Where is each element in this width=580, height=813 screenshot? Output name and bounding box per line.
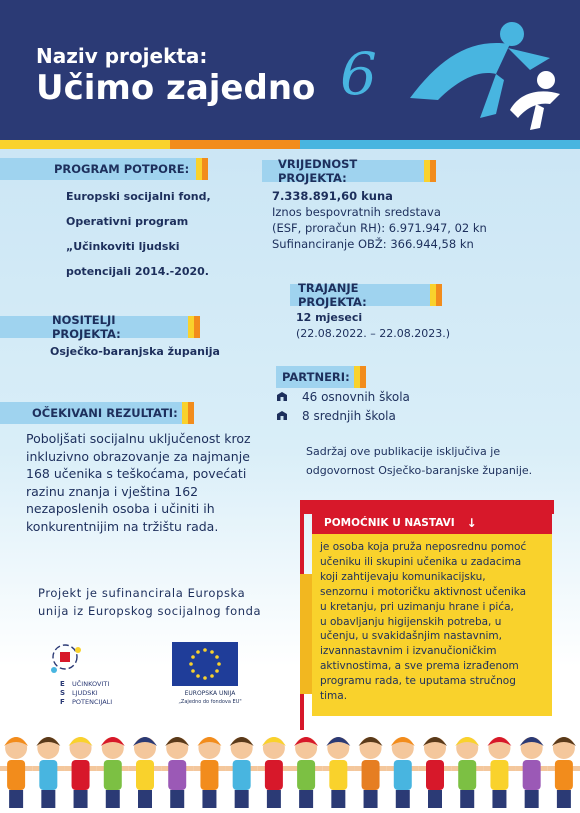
note-line: u kretanju, pri uzimanju hrane i pića, <box>320 600 514 613</box>
rezultati-line: razinu znanja i vještina 162 <box>26 483 199 499</box>
school-icon <box>276 392 288 402</box>
child-figure <box>322 737 354 808</box>
esf-letters <box>60 680 65 707</box>
note-line: izvannastavnim i izvanučioničkim <box>320 645 497 658</box>
vrijednost-line: (ESF, proračun RH): 6.971.947, 02 kn <box>272 221 487 235</box>
header-stripe-orange <box>170 140 300 149</box>
child-figure <box>32 737 64 808</box>
jumping-figures-icon <box>400 18 570 136</box>
eu-motto: „Zajedno do fondova EU" <box>178 699 242 705</box>
vrijednost-label-tag <box>262 157 424 185</box>
esf-line: POTENCIJALI <box>72 698 113 706</box>
partneri-tag-bars <box>354 366 366 388</box>
project-title: Učimo zajedno <box>36 68 316 108</box>
rezultati-label: OČEKIVANI REZULTATI: <box>32 406 178 420</box>
esf-flower-icon <box>48 642 84 678</box>
note-line: u obavljanju higijenskih potreba, u <box>320 615 502 628</box>
program-tag-bars <box>196 158 208 180</box>
rezultati-line: nezaposlenih osoba i učiniti ih <box>26 501 215 516</box>
rezultati-tag-bars <box>182 402 194 424</box>
partner-label: 46 osnovnih škola <box>302 390 410 404</box>
header-banner <box>0 0 580 140</box>
nositelj-text: Osječko-baranjska županija <box>50 345 220 358</box>
child-figure <box>64 737 96 808</box>
rezultati-line: inkluzivno obrazovanje za najmanje <box>26 448 250 464</box>
esf-letter: E <box>60 680 65 688</box>
child-figure <box>516 737 548 808</box>
child-figure <box>354 737 386 808</box>
esf-letter: F <box>60 698 65 706</box>
cofinanced-line: Projekt je sufinancirala Europska <box>38 586 246 600</box>
school-icon <box>276 411 288 421</box>
esf-line: LJUDSKI <box>72 689 98 697</box>
child-figure <box>387 737 419 808</box>
child-figure <box>193 737 225 808</box>
program-line: potencijali 2014.-2020. <box>66 265 209 278</box>
eu-logo <box>170 642 250 712</box>
esf-line: UČINKOVITI <box>72 680 110 688</box>
eu-name: EUROPSKA UNIJA <box>184 690 236 697</box>
rezultati-line: konkurentnijim na tržištu rada. <box>26 518 219 534</box>
child-figure <box>290 737 322 808</box>
program-line: „Učinkoviti ljudski <box>66 240 180 253</box>
down-arrow-icon: ↓ <box>466 516 477 530</box>
esf-logo <box>48 642 138 714</box>
note-line: programu rada, te uputama stručnog <box>320 675 516 688</box>
child-figure <box>258 737 290 808</box>
partneri-label: PARTNERI: <box>282 370 350 384</box>
children-holding-hands-illustration <box>0 728 580 813</box>
vrijednost-details <box>272 204 487 252</box>
eu-flag-icon <box>172 642 238 686</box>
trajanje-dates: (22.08.2022. – 22.08.2023.) <box>296 327 451 340</box>
program-label: PROGRAM POTPORE: <box>54 162 190 176</box>
partner-item <box>276 390 410 404</box>
vrijednost-line: Iznos bespovratnih sredstava <box>272 205 441 219</box>
child-figure <box>419 737 451 808</box>
header-stripe-yellow <box>0 140 170 149</box>
note-line: tima. <box>320 690 348 703</box>
rezultati-line: Poboljšati socijalnu uključenost kroz <box>26 431 251 446</box>
trajanje-duration: 12 mjeseci <box>296 311 363 324</box>
partner-item <box>276 409 396 423</box>
disclaimer-line: Sadržaj ove publikacije isključiva je <box>306 445 501 458</box>
vrijednost-label: VRIJEDNOST PROJEKTA: <box>278 157 358 185</box>
cofinanced-text <box>38 584 261 620</box>
child-figure <box>451 737 483 808</box>
note-line: senzornu i motoričku aktivnost učenika <box>320 585 527 598</box>
header-stripe-blue <box>300 140 580 149</box>
disclaimer-line: odgovornost Osječko-baranjske županije. <box>306 464 533 477</box>
project-name-label: Naziv projekta: <box>36 44 208 68</box>
trajanje-label: TRAJANJE PROJEKTA: <box>298 281 367 309</box>
note-line: učeniku ili skupini učenika u zadacima <box>320 555 522 568</box>
program-label-tag <box>0 158 196 180</box>
note-line: koji zahtijevaju komunikacijsku, <box>320 570 486 583</box>
nositelj-label: NOSITELJI PROJEKTA: <box>52 313 121 341</box>
rezultati-label-tag <box>0 402 182 424</box>
note-header <box>312 512 552 534</box>
child-figure <box>129 737 161 808</box>
program-text <box>66 184 211 284</box>
esf-text <box>72 680 112 707</box>
rezultati-line: 168 učenika s teškoćama, povećati <box>26 466 247 481</box>
partneri-label-tag <box>276 366 354 388</box>
trajanje-label-tag <box>290 281 430 309</box>
note-line: učenju, u svakidašnjim nastavnim, <box>320 630 502 643</box>
child-figure <box>97 737 129 808</box>
child-figure <box>548 737 580 808</box>
nositelj-label-tag <box>0 313 188 341</box>
disclaimer-text <box>306 442 532 480</box>
cofinanced-line: unija iz Europskog socijalnog fonda <box>38 604 262 618</box>
trajanje-tag-bars <box>430 284 442 306</box>
nositelj-tag-bars <box>188 316 200 338</box>
vrijednost-amount: 7.338.891,60 kuna <box>272 189 393 203</box>
child-figure <box>161 737 193 808</box>
child-figure <box>483 737 515 808</box>
note-body <box>312 534 552 716</box>
vrijednost-line: Sufinanciranje OBŽ: 366.944,58 kn <box>272 237 474 251</box>
program-line: Europski socijalni fond, <box>66 190 211 203</box>
partner-label: 8 srednjih škola <box>302 409 396 423</box>
esf-letter: S <box>60 689 66 697</box>
child-figure <box>0 737 32 808</box>
note-title: POMOĆNIK U NASTAVI <box>324 517 455 529</box>
project-number: 6 <box>340 40 377 108</box>
child-figure <box>226 737 258 808</box>
vrijednost-tag-bars <box>424 160 436 182</box>
note-line: je osoba koja pruža neposrednu pomoć <box>320 541 527 553</box>
rezultati-text <box>26 430 251 535</box>
note-line: aktivnostima, a sve prema izrađenom <box>320 660 519 673</box>
program-line: Operativni program <box>66 215 189 228</box>
